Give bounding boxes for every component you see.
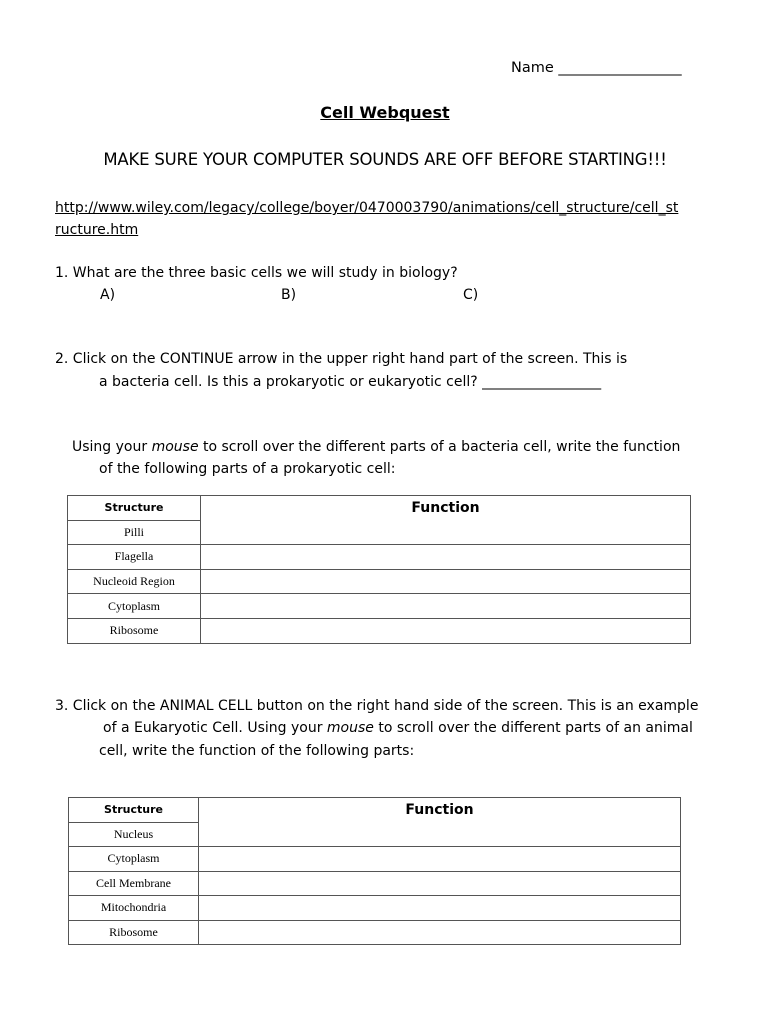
function-answer-cell[interactable] [201,569,691,594]
structure-cell: Flagella [68,545,201,570]
instruction-1-line-1: Using your mouse to scroll over the different parts of a bacteria cell, write the function [72,439,681,455]
question-3-line-3: cell, write the function of the following parts: [99,743,415,759]
question-1-option-c: C) [463,287,479,303]
structure-cell: Pilli [68,520,201,545]
function-answer-cell[interactable] [199,871,681,896]
function-answer-cell[interactable] [201,545,691,570]
webquest-url-line-1[interactable]: http://www.wiley.com/legacy/college/boyer/0470003790/animations/cell_structure/cell_st [55,200,679,216]
structure-cell: Cytoplasm [69,847,199,872]
webquest-url-line-2[interactable]: ructure.htm [55,222,139,238]
question-1: 1. What are the three basic cells we will study in biology? [55,265,458,281]
mouse-emphasis: mouse [326,720,374,736]
structure-cell: Nucleus [69,822,199,847]
structure-cell: Ribosome [69,920,199,945]
function-answer-cell[interactable] [199,847,681,872]
name-field-label: Name _________________ [511,60,682,76]
page-title: Cell Webquest [320,103,450,122]
function-answer-cell[interactable] [199,896,681,921]
structure-cell: Nucleoid Region [68,569,201,594]
question-3-line-2: of a Eukaryotic Cell. Using your mouse to scroll over the different parts of an animal [103,720,693,736]
question-2-line-2: a bacteria cell. Is this a prokaryotic or eukaryotic cell? _________________ [99,374,602,390]
function-column-header: Function [199,798,681,847]
structure-cell: Mitochondria [69,896,199,921]
question-1-option-b: B) [281,287,297,303]
question-3-line-1: 3. Click on the ANIMAL CELL button on the right hand side of the screen. This is an example [55,698,699,714]
structure-cell: Ribosome [68,618,201,643]
instruction-1-line-2: of the following parts of a prokaryotic cell: [99,461,396,477]
eukaryotic-structures-table [68,797,681,945]
structure-column-header: Structure [69,798,199,823]
function-column-header: Function [201,496,691,545]
structure-cell: Cell Membrane [69,871,199,896]
sound-warning: MAKE SURE YOUR COMPUTER SOUNDS ARE OFF BEFORE STARTING!!! [103,150,667,169]
structure-cell: Cytoplasm [68,594,201,619]
question-1-option-a: A) [100,287,116,303]
function-answer-cell[interactable] [201,594,691,619]
structure-column-header: Structure [68,496,201,521]
mouse-emphasis: mouse [151,439,199,455]
question-2-line-1: 2. Click on the CONTINUE arrow in the upper right hand part of the screen. This is [55,351,628,367]
function-answer-cell[interactable] [201,618,691,643]
prokaryotic-structures-table [67,495,691,644]
function-answer-cell[interactable] [199,920,681,945]
